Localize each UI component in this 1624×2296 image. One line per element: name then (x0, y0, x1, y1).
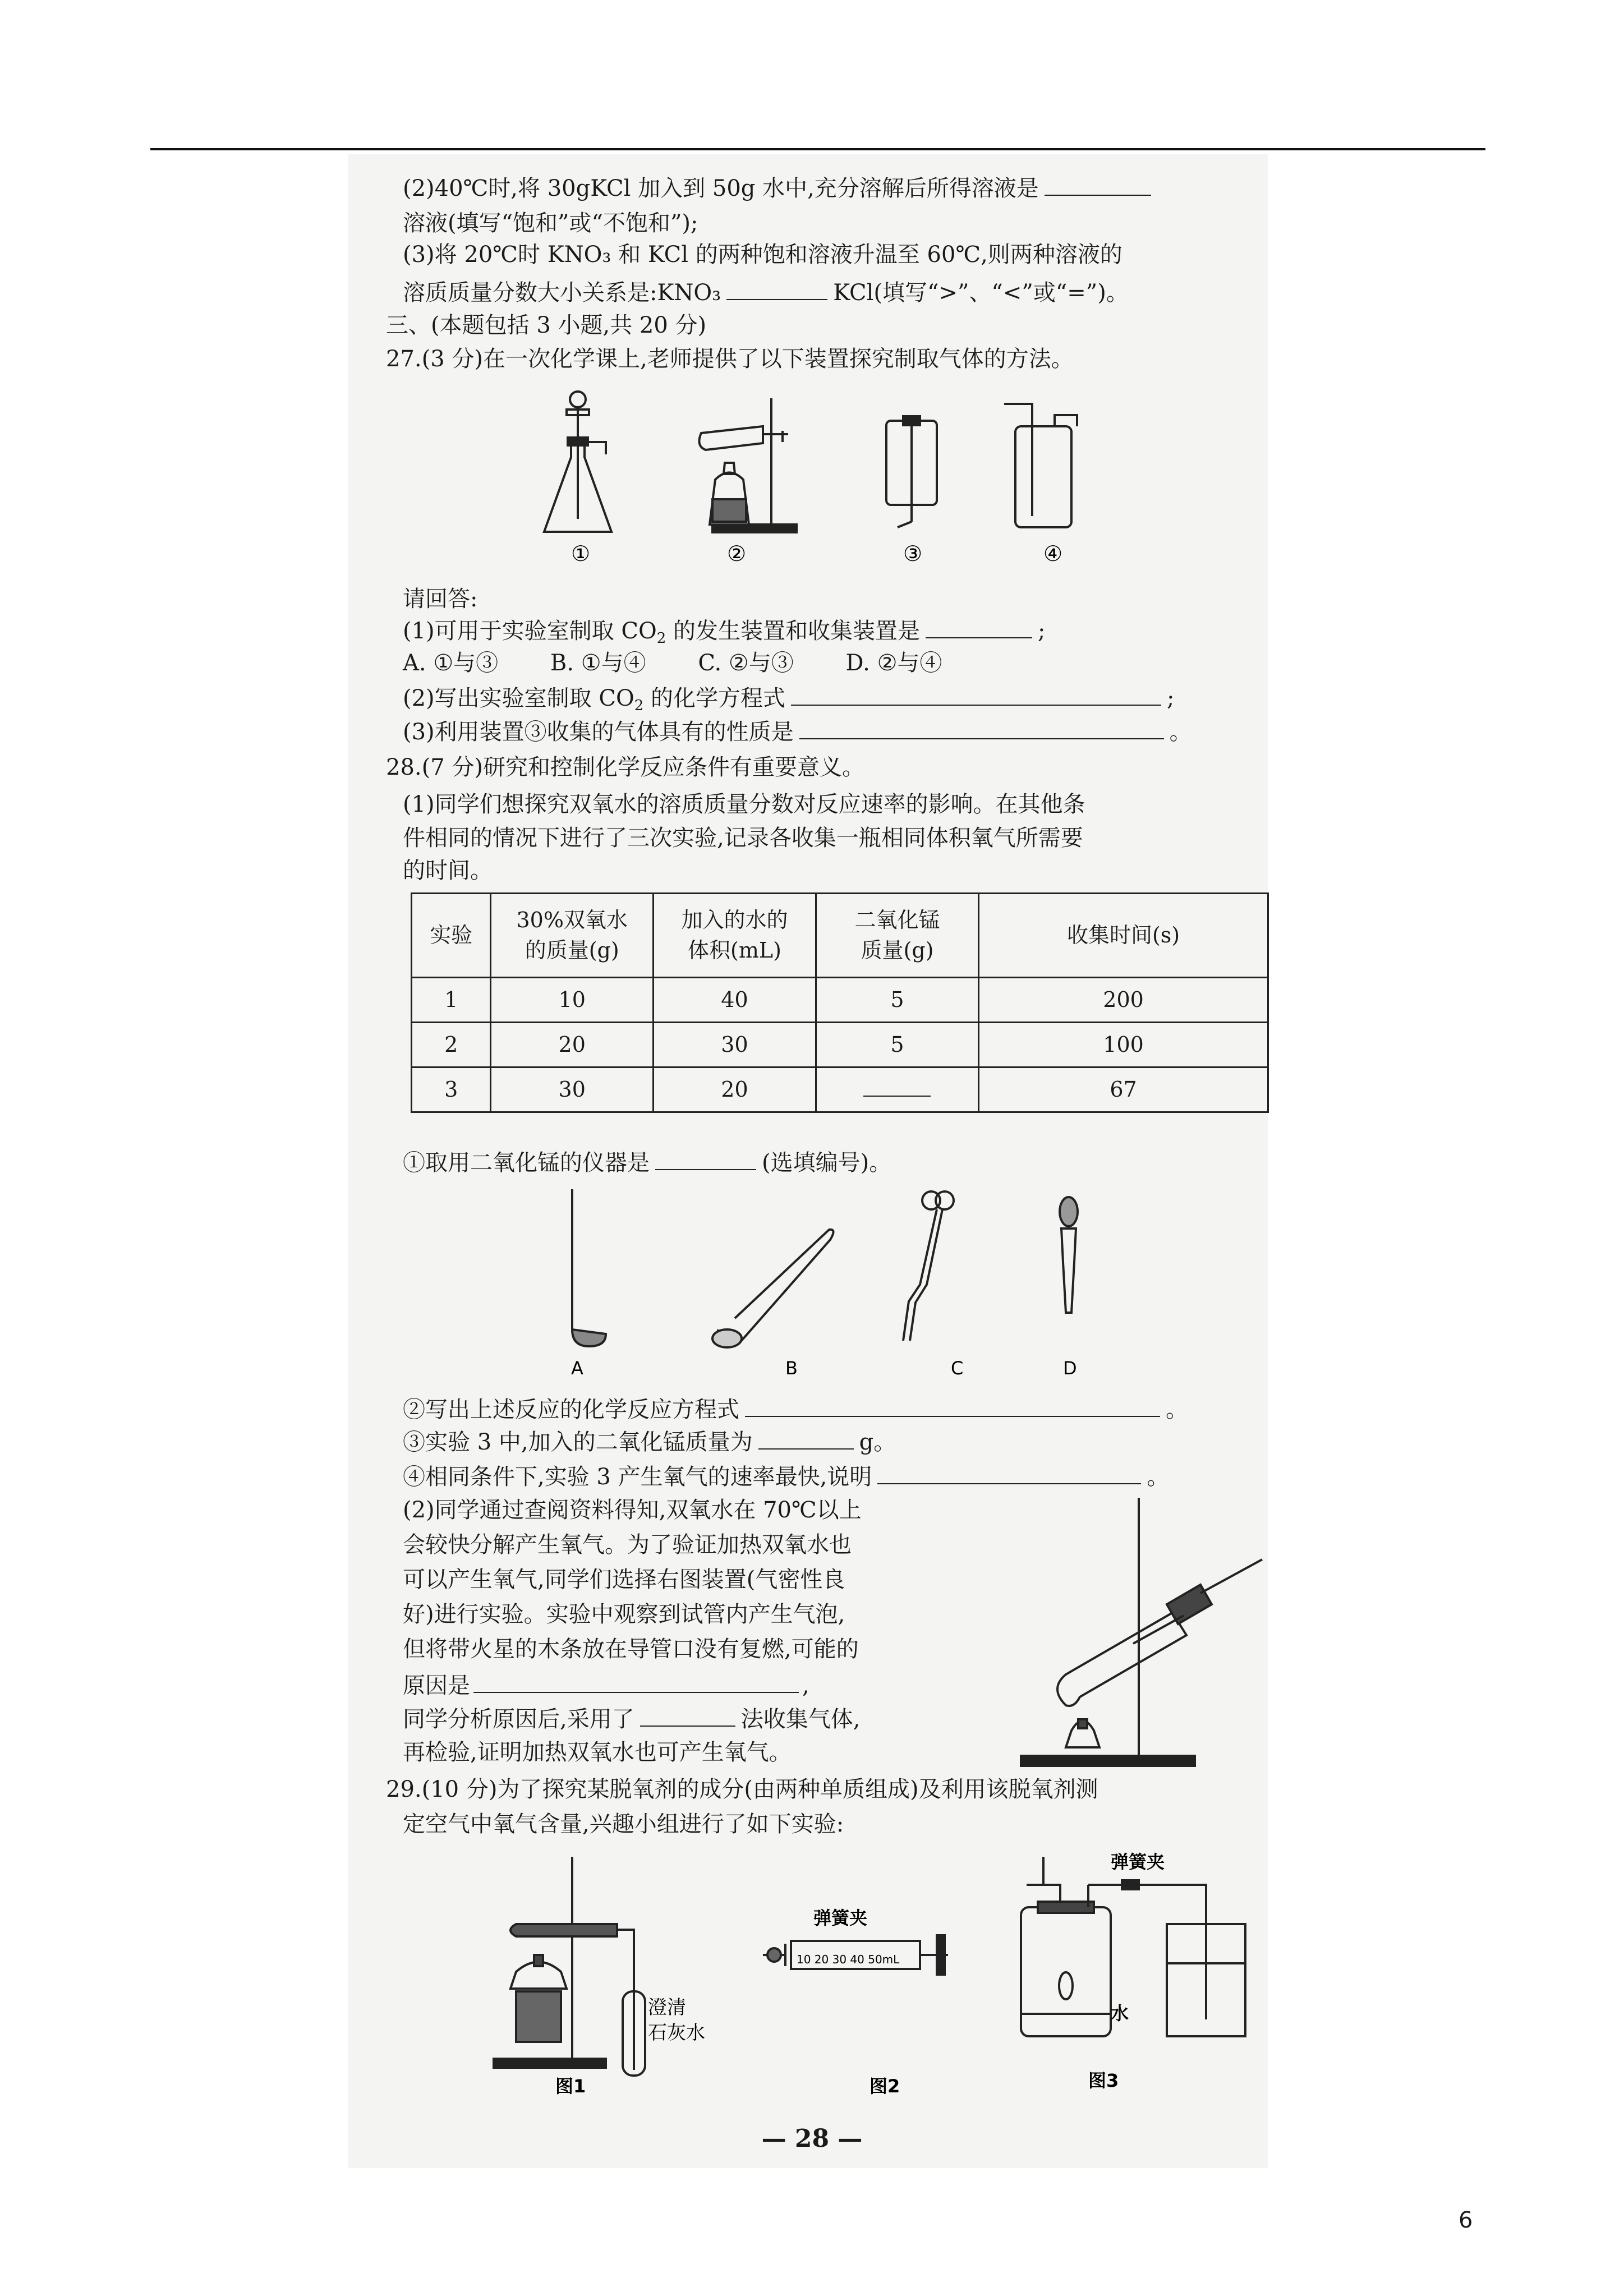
q27-part3: (3)利用装置③收集的气体具有的性质是 。 (403, 719, 1192, 745)
tool-label: D (1063, 1358, 1077, 1379)
answer-blank[interactable] (655, 1150, 756, 1170)
answer-blank[interactable] (1045, 176, 1151, 196)
q28-method-line: 同学分析原因后,采用了 法收集气体, (403, 1706, 861, 1732)
combustion-spoon-icon (572, 1189, 606, 1346)
tongs-icon (903, 1191, 954, 1341)
table-cell: 5 (816, 1023, 978, 1068)
question-28-stem: 28.(7 分)研究和控制化学反应条件有重要意义。 (386, 754, 864, 780)
header-cell: 加入的水的 体积(mL) (654, 894, 816, 978)
q27-options (403, 652, 942, 674)
q28-part2-line: 好)进行实验。实验中观察到试管内产生气泡, (403, 1602, 845, 1627)
q26-line: 溶液(填写“饱和”或“不饱和”); (403, 210, 698, 236)
answer-blank[interactable] (726, 280, 827, 300)
sheet-number: 6 (1459, 2207, 1473, 2233)
page-number: — 28 — (761, 2124, 863, 2153)
apparatus-label: ③ (903, 541, 923, 566)
answer-blank[interactable] (926, 618, 1032, 638)
q28-text: (1)同学们想探究双氧水的溶质质量分数对反应速率的影响。在其他条 (403, 792, 1085, 817)
question-27-stem: 27.(3 分)在一次化学课上,老师提供了以下装置探究制取气体的方法。 (386, 346, 1074, 372)
q27-apparatus-figure (527, 387, 1122, 572)
q26-line: 溶质质量分数大小关系是:KNO₃ KCl(填写“>”、“<”或“=”)。 (403, 280, 1129, 306)
answer-blank[interactable] (799, 719, 1164, 739)
table-header-row (412, 894, 1268, 978)
table-cell: 10 (491, 978, 654, 1023)
header-cell: 收集时间(s) (979, 894, 1268, 978)
table-cell: 2 (412, 1023, 491, 1068)
option-a[interactable]: A. ①与③ (403, 650, 499, 676)
option-d[interactable]: D. ②与④ (845, 650, 942, 676)
heated-test-tube-icon (699, 398, 797, 532)
tool-label: B (785, 1358, 798, 1379)
q28-sub-iv: ④相同条件下,实验 3 产生氧气的速率最快,说明 。 (403, 1464, 1170, 1490)
table-cell: 30 (654, 1023, 816, 1068)
table-row (412, 978, 1268, 1023)
q28-part2-line: 会较快分解产生氧气。为了验证加热双氧水也 (403, 1532, 852, 1558)
table-cell: 20 (491, 1023, 654, 1068)
fig1-text: 澄清 (648, 1996, 686, 2019)
table-cell: 5 (816, 978, 978, 1023)
header-cell: 实验 (412, 894, 491, 978)
q28-part2-line: (2)同学通过查阅资料得知,双氧水在 70℃以上 (403, 1497, 862, 1523)
q29-experiment-figures (482, 1851, 1290, 2098)
fig3-clamp-label: 弹簧夹 (1111, 1851, 1165, 1872)
q28-sub-i: ①取用二氧化锰的仪器是 (选填编号)。 (403, 1150, 892, 1176)
fig1-text: 石灰水 (648, 2022, 705, 2044)
figure-3-bottle-and-beaker (1021, 1857, 1245, 2036)
table-cell: 200 (979, 978, 1268, 1023)
tool-label: C (951, 1358, 964, 1379)
gas-collection-bottle-icon (1004, 404, 1077, 527)
medicine-spoon-icon (712, 1230, 834, 1347)
section-heading: 三、(本题包括 3 小题,共 20 分) (386, 312, 707, 338)
answer-blank[interactable] (473, 1673, 799, 1693)
q28-reason-line: 原因是 , (403, 1673, 809, 1699)
figure-label: 图3 (1088, 2070, 1119, 2091)
answer-blank[interactable] (758, 1429, 854, 1450)
table-cell: 20 (654, 1068, 816, 1112)
q29-text: 定空气中氧气含量,兴趣小组进行了如下实验: (403, 1811, 844, 1837)
figure-label: 图2 (869, 2076, 900, 2097)
table-cell: 100 (979, 1023, 1268, 1068)
answer-blank[interactable] (745, 1397, 1160, 1417)
fig3-water-label: 水 (1111, 2003, 1129, 2024)
header-cell: 二氧化锰 质量(g) (816, 894, 978, 978)
fig2-clamp-label: 弹簧夹 (813, 1907, 868, 1929)
table-cell: 40 (654, 978, 816, 1023)
erlenmeyer-flask-with-funnel-icon (544, 392, 611, 532)
table-cell (816, 1068, 978, 1112)
question-29-stem: 29.(10 分)为了探究某脱氧剂的成分(由两种单质组成)及利用该脱氧剂测 (386, 1777, 1098, 1802)
table-cell: 3 (412, 1068, 491, 1112)
q27-part1: (1)可用于实验室制取 $CO_2$ 的发生装置和收集装置是 ; (403, 618, 1046, 647)
test-tube-icon (1057, 1613, 1186, 1706)
header-rule (150, 148, 1485, 150)
apparatus-label: ① (571, 541, 591, 566)
answer-blank[interactable] (640, 1706, 735, 1727)
syringe-scale: 10 20 30 40 50mL (797, 1953, 900, 1966)
q27-part2: (2)写出实验室制取 $CO_2$ 的化学方程式 ; (403, 685, 1175, 714)
q28-text: 件相同的情况下进行了三次实验,记录各收集一瓶相同体积氧气所需要 (403, 825, 1083, 851)
table-cell: 67 (979, 1068, 1268, 1112)
table-cell: 1 (412, 978, 491, 1023)
q28-sub-ii: ②写出上述反应的化学反应方程式 。 (403, 1397, 1188, 1423)
dropper-icon (1060, 1197, 1078, 1313)
option-c[interactable]: C. ②与③ (698, 650, 794, 676)
figure-1-heating-apparatus (494, 1857, 645, 2076)
figure-label: 图1 (555, 2076, 586, 2097)
q26-line: (2)40℃时,将 30gKCl 加入到 50g 水中,充分溶解后所得溶液是 (403, 176, 1151, 200)
q28-sub-iii: ③实验 3 中,加入的二氧化锰质量为 g。 (403, 1429, 896, 1455)
downward-air-collection-bottle-icon (886, 416, 937, 527)
heated-hydrogen-peroxide-apparatus (1015, 1492, 1273, 1784)
answer-blank[interactable] (791, 685, 1161, 706)
q28-tools-figure (550, 1184, 1111, 1386)
answer-blank[interactable] (877, 1464, 1141, 1484)
q28-text: 的时间。 (403, 858, 493, 884)
header-cell: 30%双氧水 的质量(g) (491, 894, 654, 978)
q28-part2-line: 但将带火星的木条放在导管口没有复燃,可能的 (403, 1636, 859, 1662)
table-cell: 30 (491, 1068, 654, 1112)
tool-label: A (571, 1358, 583, 1379)
q28-part2-line: 可以产生氧气,同学们选择右图装置(气密性良 (403, 1567, 845, 1593)
table-row (412, 1023, 1268, 1068)
answer-blank[interactable] (863, 1076, 931, 1097)
q26-line: (3)将 20℃时 KNO₃ 和 KCl 的两种饱和溶液升温至 60℃,则两种溶液的 (403, 242, 1122, 268)
q28-text: 再检验,证明加热双氧水也可产生氧气。 (403, 1740, 792, 1765)
q27-prompt: 请回答: (403, 586, 478, 612)
experiment-table (411, 892, 1269, 1113)
table-row (412, 1068, 1268, 1112)
apparatus-label: ④ (1043, 541, 1063, 566)
option-b[interactable]: B. ①与④ (550, 650, 646, 676)
apparatus-label: ② (727, 541, 747, 566)
